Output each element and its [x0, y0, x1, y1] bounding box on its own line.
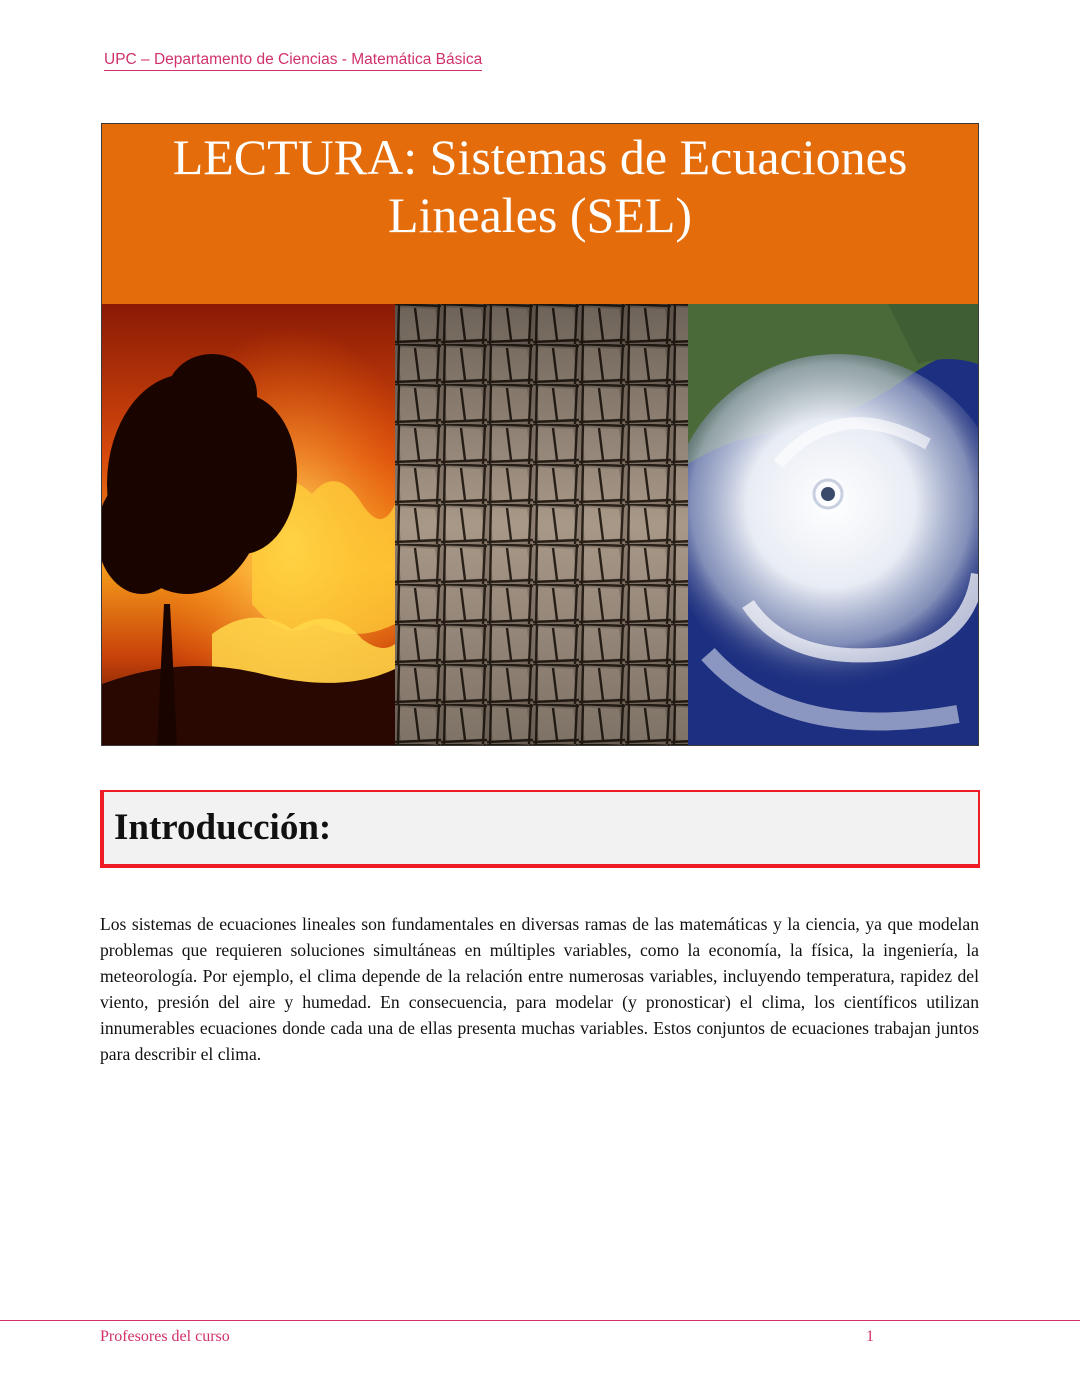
introduction-heading-box: [100, 790, 980, 868]
introduction-heading: Introducción:: [114, 807, 332, 848]
hurricane-satellite-photo: [688, 304, 978, 745]
footer-divider: [0, 1320, 1080, 1321]
introduction-paragraph: Los sistemas de ecuaciones lineales son fundamentales en diversas ramas de las matemáticas y la ciencia, ya que modelan problemas que requieren soluciones simultáneas en múltiples variables, como la economía, la física, la ingeniería, la meteorología. Por ejemplo, el clima depende de la relación entre numerosas variables, incluyendo temperatura, rapidez del viento, presión del aire y humedad. En consecuencia, para modelar (y pronosticar) el clima, los científicos utilizan innumerables ecuaciones donde cada una de ellas presenta muchas variables. Estos conjuntos de ecuaciones trabajan juntos para describir el clima.: [100, 914, 979, 1064]
banner-title: LECTURA: Sistemas de Ecuaciones Lineales (SEL): [172, 129, 908, 243]
cracked-dry-earth-photo: [395, 304, 688, 745]
running-header: UPC – Departamento de Ciencias - Matemática Básica: [104, 51, 482, 71]
page-number: 1: [866, 1328, 874, 1345]
title-banner: [101, 123, 979, 746]
footer-authors: Profesores del curso: [100, 1328, 230, 1345]
wildfire-photo: [102, 304, 395, 745]
banner-photos: [102, 304, 978, 745]
